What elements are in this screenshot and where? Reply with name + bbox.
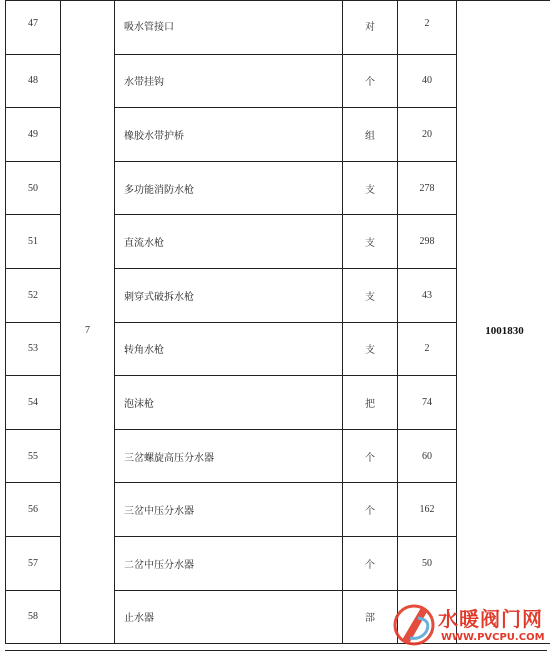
item-quantity: 278 (398, 161, 457, 215)
item-unit: 组 (343, 108, 398, 162)
item-name: 水带挂钩 (115, 54, 343, 108)
row-number: 49 (6, 108, 61, 162)
item-name: 刺穿式破拆水枪 (115, 268, 343, 322)
item-quantity: 162 (398, 483, 457, 537)
item-name: 直流水枪 (115, 215, 343, 269)
equipment-table (5, 0, 550, 644)
item-name: 吸水管接口 (115, 1, 343, 55)
row-number: 50 (6, 161, 61, 215)
row-number: 52 (6, 268, 61, 322)
item-quantity: 40 (398, 54, 457, 108)
item-name: 转角水枪 (115, 322, 343, 376)
item-quantity: 298 (398, 215, 457, 269)
item-unit: 个 (343, 429, 398, 483)
item-unit: 支 (343, 161, 398, 215)
item-quantity: 43 (398, 268, 457, 322)
watermark-text: 水暖阀门网 (438, 607, 543, 631)
item-unit: 部 (343, 590, 398, 644)
item-name: 三岔中压分水器 (115, 483, 343, 537)
item-unit: 支 (343, 322, 398, 376)
row-number: 58 (6, 590, 61, 644)
row-number: 47 (6, 1, 61, 55)
item-unit: 个 (343, 483, 398, 537)
item-quantity: 60 (398, 429, 457, 483)
item-name: 止水器 (115, 590, 343, 644)
row-number: 56 (6, 483, 61, 537)
row-number: 55 (6, 429, 61, 483)
item-unit: 支 (343, 215, 398, 269)
table-row (6, 1, 550, 55)
item-unit: 把 (343, 376, 398, 430)
item-unit: 个 (343, 54, 398, 108)
item-name: 三岔螺旋高压分水器 (115, 429, 343, 483)
row-number: 51 (6, 215, 61, 269)
group-number: 7 (61, 1, 115, 644)
item-name: 橡胶水带护桥 (115, 108, 343, 162)
item-code: 1001830 (457, 1, 550, 644)
item-quantity: 2 (398, 1, 457, 55)
row-number: 57 (6, 536, 61, 590)
item-quantity: 50 (398, 536, 457, 590)
item-quantity: 2 (398, 322, 457, 376)
watermark-url: WWW.PVCPU.COM (441, 632, 545, 643)
item-name: 二岔中压分水器 (115, 536, 343, 590)
row-number: 53 (6, 322, 61, 376)
item-unit: 个 (343, 536, 398, 590)
item-name: 泡沫枪 (115, 376, 343, 430)
item-unit: 支 (343, 268, 398, 322)
row-number: 54 (6, 376, 61, 430)
item-unit: 对 (343, 1, 398, 55)
item-name: 多功能消防水枪 (115, 161, 343, 215)
item-quantity: 20 (398, 108, 457, 162)
row-number: 48 (6, 54, 61, 108)
item-quantity: 74 (398, 376, 457, 430)
